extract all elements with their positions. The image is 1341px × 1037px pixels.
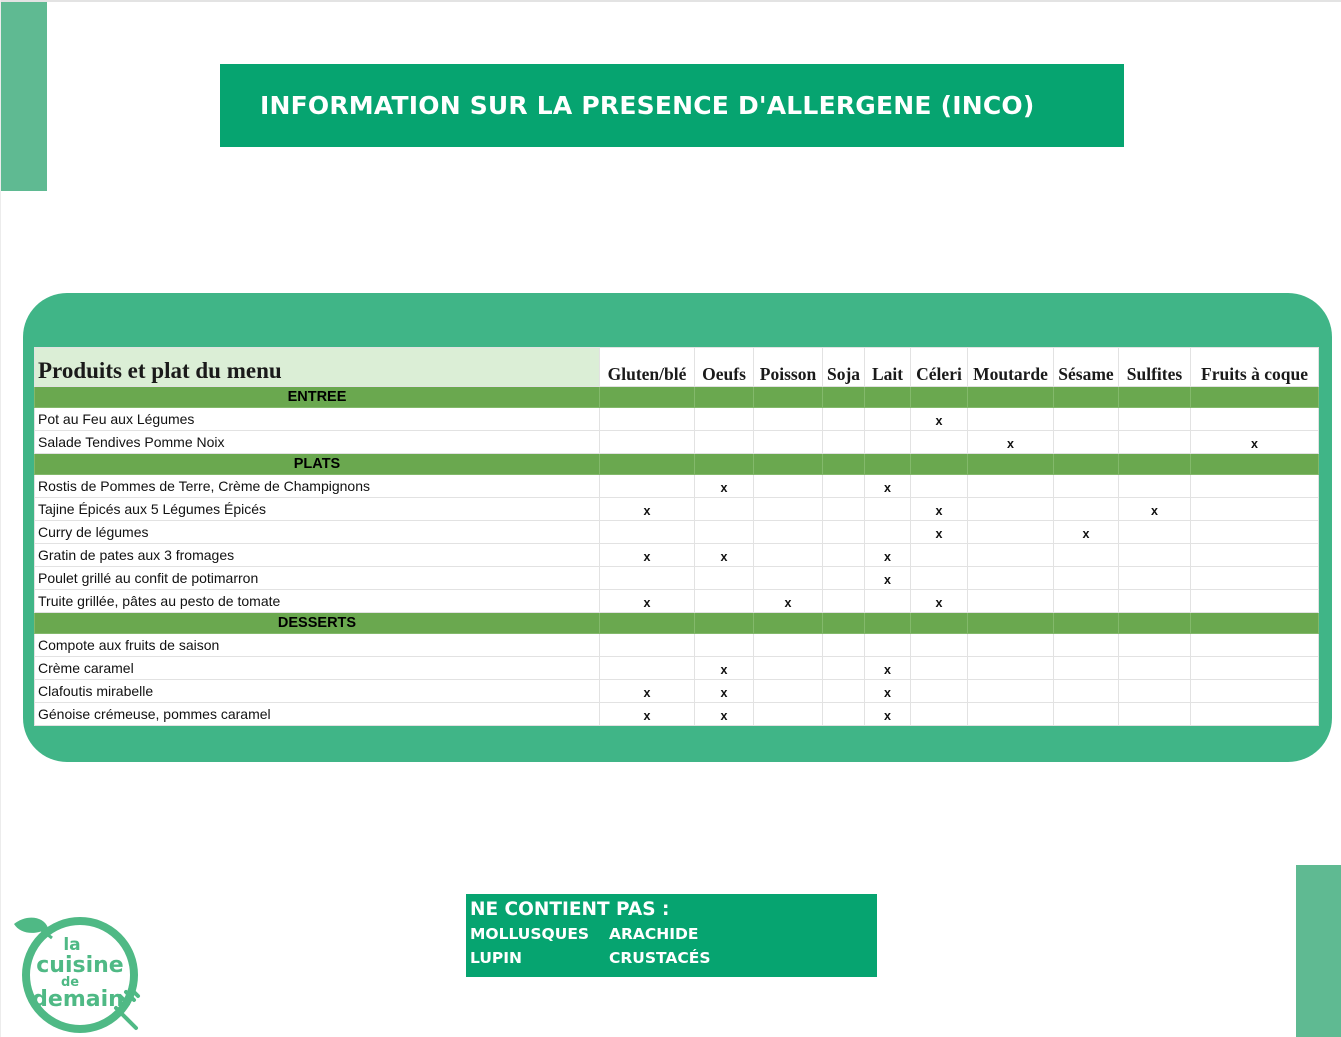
allergen-mark-cell: x bbox=[754, 590, 823, 613]
table-row bbox=[35, 408, 1319, 431]
allergen-mark-cell bbox=[754, 703, 823, 726]
allergen-mark-cell: x bbox=[600, 498, 695, 521]
allergen-column-header: Soja bbox=[823, 348, 865, 387]
allergen-mark-cell bbox=[865, 431, 911, 454]
allergen-mark-cell bbox=[1054, 498, 1119, 521]
allergen-column-header: Sésame bbox=[1054, 348, 1119, 387]
allergen-mark-cell bbox=[1119, 634, 1191, 657]
allergen-mark-cell bbox=[754, 567, 823, 590]
dish-name: Pot au Feu aux Légumes bbox=[35, 408, 600, 431]
table-row bbox=[35, 634, 1319, 657]
page-title: INFORMATION SUR LA PRESENCE D'ALLERGENE (INCO) bbox=[260, 91, 1035, 120]
allergen-mark-cell bbox=[865, 521, 911, 544]
allergen-mark-cell bbox=[823, 703, 865, 726]
allergen-mark-cell bbox=[600, 408, 695, 431]
section-cell bbox=[1119, 387, 1191, 408]
table-header-row bbox=[35, 348, 1319, 387]
section-cell bbox=[754, 387, 823, 408]
allergen-mark-cell: x bbox=[600, 544, 695, 567]
allergen-column-header: Lait bbox=[865, 348, 911, 387]
allergen-mark-cell: x bbox=[695, 544, 754, 567]
la-cuisine-de-demain-logo bbox=[8, 912, 146, 1034]
allergen-mark-cell bbox=[968, 408, 1054, 431]
section-cell bbox=[754, 454, 823, 475]
section-cell bbox=[600, 613, 695, 634]
allergen-mark-cell: x bbox=[911, 408, 968, 431]
not-contained-item: ARACHIDE bbox=[609, 925, 699, 943]
section-cell bbox=[865, 613, 911, 634]
not-contained-item: MOLLUSQUES bbox=[470, 925, 590, 943]
allergen-mark-cell: x bbox=[865, 475, 911, 498]
dish-name: Gratin de pates aux 3 fromages bbox=[35, 544, 600, 567]
allergen-mark-cell: x bbox=[968, 431, 1054, 454]
allergen-mark-cell: x bbox=[865, 680, 911, 703]
allergen-mark-cell bbox=[865, 408, 911, 431]
section-cell bbox=[911, 387, 968, 408]
allergen-mark-cell: x bbox=[600, 703, 695, 726]
section-cell bbox=[823, 613, 865, 634]
allergen-mark-cell: x bbox=[865, 544, 911, 567]
allergen-mark-cell bbox=[695, 567, 754, 590]
table-row bbox=[35, 521, 1319, 544]
section-cell bbox=[1191, 387, 1319, 408]
allergen-column-header: Gluten/blé bbox=[600, 348, 695, 387]
dish-name: Truite grillée, pâtes au pesto de tomate bbox=[35, 590, 600, 613]
allergen-mark-cell bbox=[1054, 590, 1119, 613]
allergen-mark-cell bbox=[1191, 680, 1319, 703]
allergen-mark-cell: x bbox=[1119, 498, 1191, 521]
section-row bbox=[35, 387, 1319, 408]
allergen-mark-cell: x bbox=[695, 475, 754, 498]
allergen-mark-cell bbox=[968, 590, 1054, 613]
section-cell bbox=[695, 613, 754, 634]
allergen-mark-cell bbox=[911, 431, 968, 454]
dish-name: Tajine Épicés aux 5 Légumes Épicés bbox=[35, 498, 600, 521]
logo-text: demain bbox=[32, 987, 124, 1012]
allergen-mark-cell bbox=[1119, 567, 1191, 590]
table-row bbox=[35, 703, 1319, 726]
dish-name: Rostis de Pommes de Terre, Crème de Champignons bbox=[35, 475, 600, 498]
allergen-mark-cell bbox=[968, 634, 1054, 657]
section-row bbox=[35, 613, 1319, 634]
logo-text: de bbox=[60, 975, 80, 990]
allergen-mark-cell bbox=[823, 408, 865, 431]
table-body bbox=[35, 387, 1319, 726]
allergen-mark-cell bbox=[754, 634, 823, 657]
allergen-mark-cell bbox=[1119, 544, 1191, 567]
allergen-mark-cell bbox=[1191, 544, 1319, 567]
allergen-mark-cell bbox=[695, 634, 754, 657]
section-title: DESSERTS bbox=[35, 613, 600, 634]
allergen-mark-cell bbox=[968, 498, 1054, 521]
section-cell bbox=[1191, 454, 1319, 475]
section-cell bbox=[1119, 613, 1191, 634]
allergen-mark-cell bbox=[754, 498, 823, 521]
table-row bbox=[35, 590, 1319, 613]
allergen-mark-cell bbox=[1119, 703, 1191, 726]
section-title: PLATS bbox=[35, 454, 600, 475]
allergen-column-header: Sulfites bbox=[1119, 348, 1191, 387]
allergen-mark-cell: x bbox=[1191, 431, 1319, 454]
allergen-mark-cell bbox=[1191, 498, 1319, 521]
allergen-mark-cell bbox=[823, 521, 865, 544]
dish-name: Génoise crémeuse, pommes caramel bbox=[35, 703, 600, 726]
section-cell bbox=[754, 613, 823, 634]
allergen-mark-cell bbox=[1054, 431, 1119, 454]
allergen-mark-cell bbox=[1054, 703, 1119, 726]
allergen-mark-cell bbox=[1119, 657, 1191, 680]
allergen-mark-cell bbox=[911, 544, 968, 567]
allergen-mark-cell: x bbox=[865, 657, 911, 680]
allergen-mark-cell bbox=[695, 590, 754, 613]
allergen-mark-cell bbox=[1119, 475, 1191, 498]
allergen-mark-cell bbox=[1191, 657, 1319, 680]
section-cell bbox=[968, 454, 1054, 475]
allergen-mark-cell bbox=[1054, 657, 1119, 680]
allergen-mark-cell bbox=[1054, 634, 1119, 657]
allergen-mark-cell bbox=[968, 703, 1054, 726]
section-cell bbox=[911, 454, 968, 475]
table-row bbox=[35, 680, 1319, 703]
allergen-mark-cell bbox=[754, 431, 823, 454]
allergen-mark-cell bbox=[600, 634, 695, 657]
section-cell bbox=[1054, 613, 1119, 634]
section-cell bbox=[865, 387, 911, 408]
allergen-mark-cell bbox=[823, 498, 865, 521]
allergen-mark-cell bbox=[754, 657, 823, 680]
allergen-mark-cell bbox=[911, 680, 968, 703]
allergen-mark-cell bbox=[1191, 703, 1319, 726]
allergen-mark-cell: x bbox=[911, 498, 968, 521]
left-accent-bar bbox=[1, 2, 47, 191]
dish-name: Compote aux fruits de saison bbox=[35, 634, 600, 657]
allergen-mark-cell bbox=[695, 408, 754, 431]
allergen-table bbox=[34, 347, 1319, 726]
title-banner bbox=[220, 64, 1124, 147]
allergen-mark-cell bbox=[754, 408, 823, 431]
allergen-mark-cell bbox=[911, 703, 968, 726]
allergen-mark-cell bbox=[968, 567, 1054, 590]
right-accent-bar bbox=[1296, 865, 1341, 1037]
allergen-mark-cell bbox=[823, 657, 865, 680]
table-row bbox=[35, 544, 1319, 567]
allergen-column-header: Fruits à coque bbox=[1191, 348, 1319, 387]
allergen-mark-cell bbox=[600, 431, 695, 454]
allergen-mark-cell bbox=[754, 680, 823, 703]
allergen-mark-cell bbox=[823, 680, 865, 703]
allergen-mark-cell bbox=[823, 544, 865, 567]
allergen-column-header: Moutarde bbox=[968, 348, 1054, 387]
allergen-mark-cell bbox=[600, 567, 695, 590]
allergen-mark-cell bbox=[1191, 521, 1319, 544]
table-row bbox=[35, 567, 1319, 590]
allergen-mark-cell bbox=[968, 475, 1054, 498]
not-contained-box bbox=[466, 894, 877, 977]
allergen-mark-cell bbox=[1054, 475, 1119, 498]
table-row bbox=[35, 431, 1319, 454]
allergen-mark-cell: x bbox=[695, 657, 754, 680]
section-cell bbox=[1054, 454, 1119, 475]
allergen-mark-cell bbox=[823, 590, 865, 613]
dish-name: Curry de légumes bbox=[35, 521, 600, 544]
allergen-mark-cell bbox=[1054, 567, 1119, 590]
allergen-mark-cell bbox=[754, 475, 823, 498]
allergen-mark-cell bbox=[695, 431, 754, 454]
allergen-mark-cell bbox=[968, 657, 1054, 680]
dish-name: Poulet grillé au confit de potimarron bbox=[35, 567, 600, 590]
allergen-mark-cell bbox=[695, 498, 754, 521]
allergen-mark-cell: x bbox=[911, 521, 968, 544]
table-header-label: Produits et plat du menu bbox=[35, 348, 600, 387]
allergen-mark-cell bbox=[1191, 634, 1319, 657]
table-row bbox=[35, 498, 1319, 521]
allergen-mark-cell: x bbox=[865, 703, 911, 726]
section-cell bbox=[823, 387, 865, 408]
allergen-mark-cell: x bbox=[911, 590, 968, 613]
allergen-mark-cell bbox=[754, 544, 823, 567]
section-row bbox=[35, 454, 1319, 475]
allergen-mark-cell bbox=[968, 680, 1054, 703]
allergen-mark-cell bbox=[1054, 680, 1119, 703]
not-contained-item: LUPIN bbox=[470, 949, 523, 967]
section-cell bbox=[1119, 454, 1191, 475]
allergen-mark-cell bbox=[1119, 431, 1191, 454]
logo-text: la bbox=[63, 935, 81, 955]
allergen-mark-cell bbox=[1191, 590, 1319, 613]
allergen-mark-cell bbox=[1119, 408, 1191, 431]
allergen-column-header: Céleri bbox=[911, 348, 968, 387]
allergen-column-header: Oeufs bbox=[695, 348, 754, 387]
allergen-mark-cell bbox=[823, 475, 865, 498]
dish-name: Clafoutis mirabelle bbox=[35, 680, 600, 703]
allergen-mark-cell bbox=[865, 590, 911, 613]
allergen-mark-cell bbox=[1054, 544, 1119, 567]
section-cell bbox=[695, 454, 754, 475]
allergen-mark-cell bbox=[823, 634, 865, 657]
allergen-mark-cell: x bbox=[600, 590, 695, 613]
section-cell bbox=[865, 454, 911, 475]
allergen-mark-cell: x bbox=[1054, 521, 1119, 544]
allergen-mark-cell: x bbox=[600, 680, 695, 703]
allergen-mark-cell bbox=[865, 498, 911, 521]
allergen-mark-cell bbox=[1191, 567, 1319, 590]
section-cell bbox=[1191, 613, 1319, 634]
top-border-line bbox=[0, 0, 1341, 2]
logo-text: cuisine bbox=[36, 953, 124, 978]
allergen-mark-cell bbox=[911, 634, 968, 657]
allergen-mark-cell bbox=[600, 657, 695, 680]
allergen-mark-cell: x bbox=[695, 703, 754, 726]
section-cell bbox=[911, 613, 968, 634]
allergen-mark-cell bbox=[823, 431, 865, 454]
allergen-mark-cell bbox=[1119, 590, 1191, 613]
allergen-mark-cell bbox=[1119, 521, 1191, 544]
allergen-mark-cell bbox=[600, 521, 695, 544]
allergen-mark-cell bbox=[865, 634, 911, 657]
table-row bbox=[35, 475, 1319, 498]
section-cell bbox=[1054, 387, 1119, 408]
allergen-mark-cell bbox=[695, 521, 754, 544]
allergen-mark-cell bbox=[968, 521, 1054, 544]
dish-name: Crème caramel bbox=[35, 657, 600, 680]
allergen-mark-cell: x bbox=[865, 567, 911, 590]
section-cell bbox=[823, 454, 865, 475]
allergen-mark-cell bbox=[911, 657, 968, 680]
allergen-mark-cell bbox=[1191, 475, 1319, 498]
not-contained-heading: NE CONTIENT PAS : bbox=[470, 899, 670, 920]
section-title: ENTREE bbox=[35, 387, 600, 408]
allergen-mark-cell bbox=[1119, 680, 1191, 703]
allergen-mark-cell bbox=[754, 521, 823, 544]
allergen-column-header: Poisson bbox=[754, 348, 823, 387]
section-cell bbox=[968, 613, 1054, 634]
section-cell bbox=[600, 387, 695, 408]
section-cell bbox=[968, 387, 1054, 408]
section-cell bbox=[695, 387, 754, 408]
section-cell bbox=[600, 454, 695, 475]
allergen-mark-cell bbox=[1054, 408, 1119, 431]
allergen-mark-cell bbox=[911, 475, 968, 498]
allergen-mark-cell bbox=[968, 544, 1054, 567]
allergen-mark-cell bbox=[823, 567, 865, 590]
allergen-mark-cell bbox=[600, 475, 695, 498]
allergen-mark-cell bbox=[911, 567, 968, 590]
allergen-mark-cell: x bbox=[695, 680, 754, 703]
table-row bbox=[35, 657, 1319, 680]
dish-name: Salade Tendives Pomme Noix bbox=[35, 431, 600, 454]
not-contained-item: CRUSTACÉS bbox=[609, 949, 711, 967]
allergen-mark-cell bbox=[1191, 408, 1319, 431]
